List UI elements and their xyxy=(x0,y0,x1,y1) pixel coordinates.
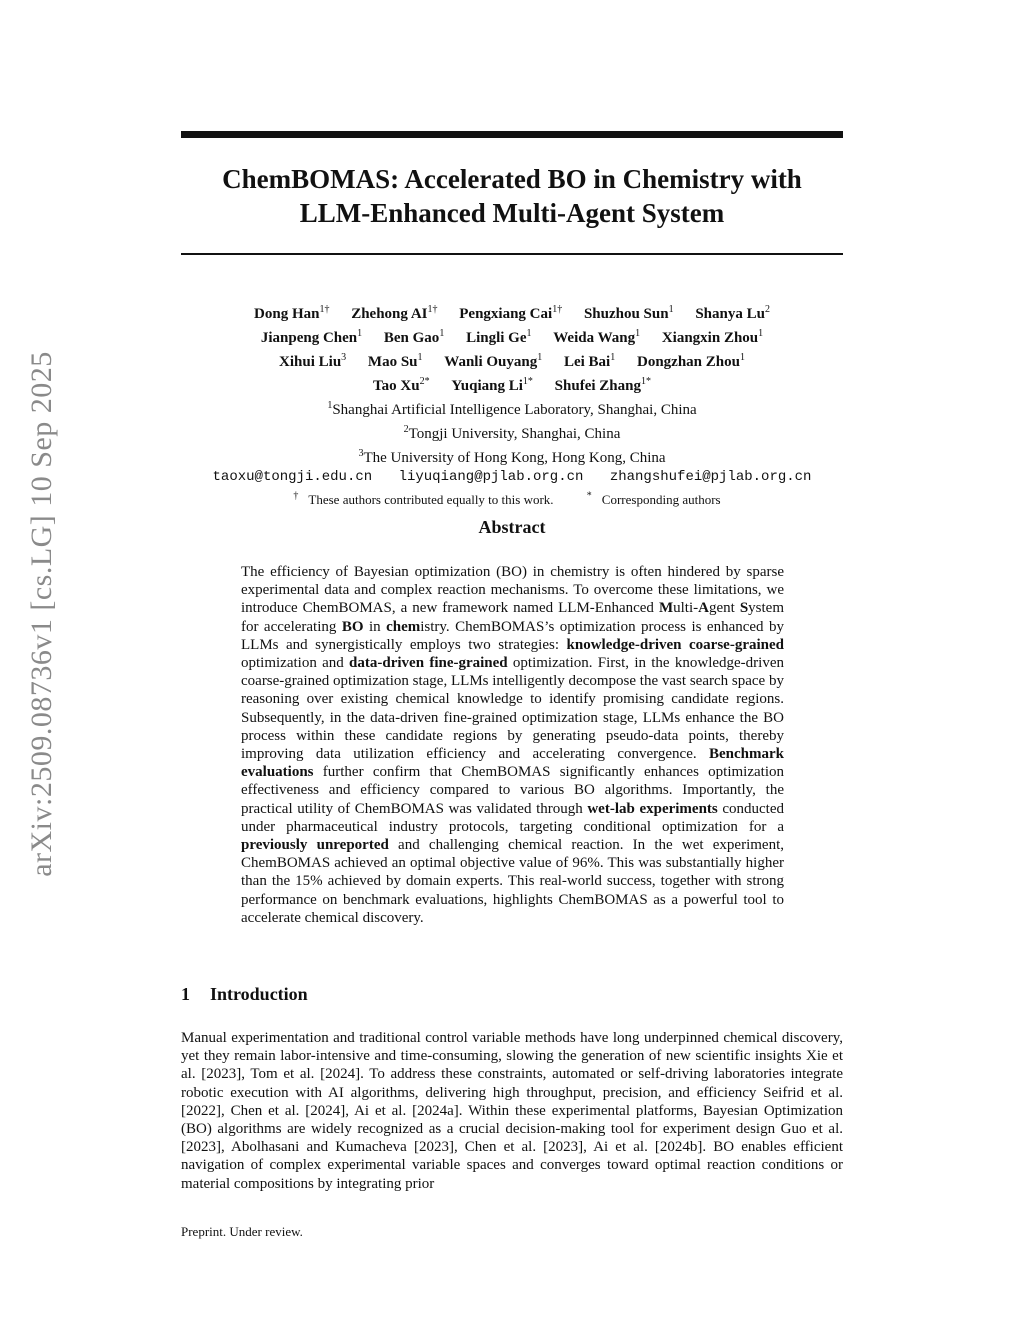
author: Xihui Liu$^3$ xyxy=(279,352,347,370)
author: Dong Han$^{1\dagger}$ xyxy=(254,304,330,322)
corresponding-author-note: * Corresponding authors xyxy=(586,491,721,508)
author-notes xyxy=(181,487,843,509)
author: Yuqiang $Li^{1*}$ xyxy=(451,376,533,394)
arxiv-identifier-stamp xyxy=(0,0,60,1325)
paper-title xyxy=(181,162,843,230)
email-link[interactable]: liyuqiang@pjlab.org.cn xyxy=(398,469,584,485)
author: Ben Gao$^1$ xyxy=(383,328,445,346)
author-row xyxy=(181,324,843,348)
section-heading-introduction xyxy=(181,984,843,1005)
equal-contribution-note: † These authors contributed equally to this work. xyxy=(293,491,554,508)
title-top-rule xyxy=(181,131,843,138)
email-link[interactable]: taoxu@tongji.edu.cn xyxy=(212,469,373,485)
page-footer: Preprint. Under review. xyxy=(181,1224,303,1239)
arxiv-stamp-text: arXiv:2509.08736v1 [cs.LG] 10 Sep 2025 xyxy=(25,351,58,877)
author-row xyxy=(181,300,843,324)
abstract-heading: Abstract xyxy=(478,517,546,537)
title-line-1: ChemBOMAS: Accelerated BO in Chemistry with xyxy=(222,164,802,194)
author: Wanli Ouyang$^1$ xyxy=(444,352,543,370)
author: Xiangxin Zhou$^1$ xyxy=(661,328,764,346)
author-row xyxy=(181,348,843,372)
author: Weida Wang$^1$ xyxy=(553,328,641,346)
email-link[interactable]: zhangshufei@pjlab.org.cn xyxy=(609,469,812,485)
author: Shuzhou Sun$^1$ xyxy=(583,304,674,322)
author: Pengxiang Cai$^{1\dagger}$ xyxy=(459,304,563,322)
author-block xyxy=(181,300,843,509)
author: Lingli Ge$^1$ xyxy=(466,328,532,346)
section-title: Introduction xyxy=(210,984,308,1004)
author: Shanya Lu$^2$ xyxy=(695,304,770,322)
affiliation: $^1$Shanghai Artificial Intelligence Laboratory, Shanghai, China xyxy=(327,400,697,418)
author-row xyxy=(181,372,843,396)
author-emails xyxy=(181,468,843,487)
author: Dongzhan Zhou$^1$ xyxy=(636,352,745,370)
author: Tao $Xu^{2*}$ xyxy=(373,376,430,394)
title-line-2: LLM-Enhanced Multi-Agent System xyxy=(299,198,725,228)
section-number: 1 xyxy=(181,984,190,1004)
introduction-paragraph: Manual experimentation and traditional control variable methods have long underpinned chemical discovery, yet they remain labor-intensive and time-consuming, slowing the generation of new scientific insights Xie et al. [2023], Tom et al. [2024]. To address these constraints, automated or self-driving laboratories integrate robotic execution with AI algorithms, delivering high throughput, precision, and efficiency Seifrid et al. [2022], Chen et al. [2024], Ai et al. [2024a]. Within these experimental platforms, Bayesian Optimization (BO) algorithms are widely recognized as a crucial decision-making tool for experiment design Guo et al. [2023], Abolhasani and Kumacheva [2023], Chen et al. [2023], Ai et al. [2024b]. BO enables efficient navigation of complex experimental variable spaces and converges toward optimal reaction conditions or material compositions by integrating prior xyxy=(181,1030,843,1192)
author: Shufei Zhang$^{1*}$ xyxy=(554,376,651,394)
affiliation: $^3$The University of Hong Kong, Hong Kong, China xyxy=(358,448,666,466)
author: Lei Bai$^1$ xyxy=(563,352,616,370)
abstract-body: The efficiency of Bayesian optimization (BO) in chemistry is often hindered by sparse experimental data and complex reaction mechanisms. To overcome these limitations, we introduce ChemBOMAS, a new framework named LLM-Enhanced Multi-Agent System for accelerating BO in chemistry. ChemBOMAS’s optimization process is enhanced by LLMs and synergistically employs two strategies: knowledge-driven coarse-grained optimization and data-driven fine-grained optimization. First, in the knowledge-driven coarse-grained optimization stage, LLMs intelligently decompose the vast search space by reasoning over existing chemical knowledge to identify promising candidate regions. Subsequently, in the data-driven fine-grained optimization stage, LLMs enhance the BO process within these candidate regions by generating pseudo-data points, thereby improving data utilization efficiency and accelerating convergence. Benchmark evaluations further confirm that ChemBOMAS significantly enhances optimization effectiveness and efficiency compared to various BO algorithms. Importantly, the practical utility of ChemBOMAS was validated through wet-lab experiments conducted under pharmaceutical industry protocols, targeting conditional optimization for a previously unreported and challenging chemical reaction. In the wet experiment, ChemBOMAS achieved an optimal objective value of 96%. This was substantially higher than the 15% achieved by domain experts. This real-world success, together with strong performance on benchmark evaluations, highlights ChemBOMAS as a powerful tool to accelerate chemical discovery. xyxy=(241,564,784,926)
affiliation: $^2$Tongji University, Shanghai, China xyxy=(403,424,621,442)
author: Jianpeng Chen$^1$ xyxy=(260,328,363,346)
author: Zhehong $AI^{1\dagger}$ xyxy=(351,304,438,322)
author: Mao Su$^1$ xyxy=(367,352,423,370)
title-bottom-rule xyxy=(181,253,843,255)
